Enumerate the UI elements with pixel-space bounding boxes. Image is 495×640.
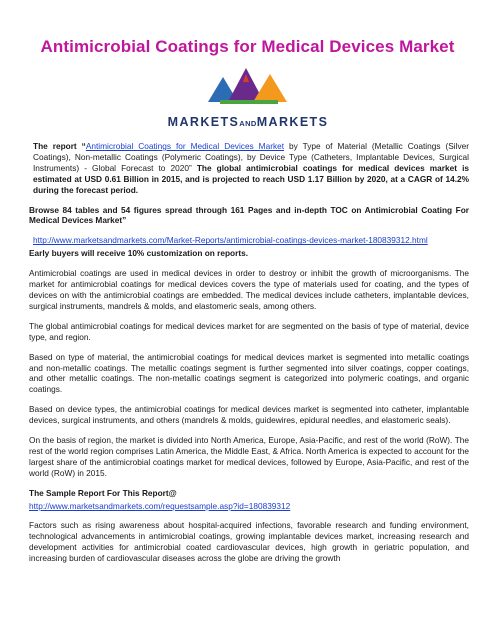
sample-heading-paragraph: [29, 488, 469, 499]
logo-mark-icon: [148, 62, 348, 112]
intro-lead: The report “: [33, 141, 86, 151]
sample-url-paragraph: [29, 501, 469, 512]
report-url-link[interactable]: http://www.marketsandmarkets.com/Market-Reports/antimicrobial-coatings-devices-market-180839312.html: [33, 235, 428, 246]
intro-rest: by Type of Material (Metallic Coatings (Silver Coatings), Non-metallic Coatings (Polymeric Coatings), by Device Type (Catheters, Implantable Devices, Surgical Instruments) - Global Forecast to 2020”: [33, 141, 470, 173]
factors-paragraph: Factors such as rising awareness about hospital-acquired infections, favorable research and funding environment, technological advancements in antimicrobial coatings, growing implantable devices market, increasing research and development activities for antimicrobial coated cardiovascular devices, high growth in geriatric population, and increasing burden of cardiovascular diseases across the globe are driving the growth: [29, 520, 469, 564]
logo-word-markets-1: MARKETS: [167, 115, 240, 129]
document-body: [29, 141, 469, 573]
material-paragraph: Based on type of material, the antimicrobial coatings for medical devices market is segmented into metallic coatings and non-metallic coatings. The metallic coatings segment is further segmented into silver coatings, copper coatings, and other metallic coatings. The non-metallic coatings segment is categorized into polymeric coatings, and organic coatings.: [29, 351, 469, 395]
browse-paragraph: [29, 205, 469, 227]
logo-word-and: AND: [239, 119, 257, 128]
logo-word-markets-2: MARKETS: [256, 115, 329, 129]
device-type-paragraph: Based on device types, the antimicrobial coatings for medical devices market is segmented into catheter, implantable devices, surgical instruments, and others (mandrels & molds, guidewires, epidural needles, and elastomeric seals).: [29, 404, 469, 426]
sample-url-link[interactable]: http://www.marketsandmarkets.com/requestsample.asp?id=180839312: [29, 500, 291, 511]
marketsandmarkets-logo: [148, 62, 348, 134]
intro-key-figures: The global antimicrobial coatings for medical devices market is estimated at USD 0.61 Billion in 2015, and is projected to reach USD 1.17 Billion by 2020, at a CAGR of 14.2% during the forecast period.: [33, 162, 469, 195]
report-title-link[interactable]: Antimicrobial Coatings for Medical Devices Market: [85, 141, 285, 151]
early-buyers-paragraph: [29, 248, 469, 259]
report-url-paragraph: [29, 235, 469, 246]
region-paragraph: On the basis of region, the market is divided into North America, Europe, Asia-Pacific, and rest of the world (RoW). The rest of the world region comprises Latin America, the Middle East, & Africa. North America is expected to account for the largest share of the antimicrobial coatings market for medical devices, followed by Europe, Asia-Pacific, and rest of the world (RoW) in 2015.: [29, 435, 469, 478]
sample-heading: The Sample Report For This Report@: [29, 487, 177, 498]
segmentation-paragraph: The global antimicrobial coatings for medical devices market for are segmented on the basis of type of material, device type, and region.: [29, 320, 469, 342]
intro-paragraph: [29, 141, 469, 196]
document-title: Antimicrobial Coatings for Medical Devices Market: [40, 37, 455, 56]
browse-text: Browse 84 tables and 54 figures spread through 161 Pages and in-depth TOC on Antimicrobial Coating For Medical Devices Market”: [29, 204, 469, 226]
overview-paragraph: Antimicrobial coatings are used in medical devices in order to destroy or inhibit the growth of microorganisms. The market for antimicrobial coatings for medical devices covers the type of materials used for coating, and the types of devices on with the antimicrobial coatings are embedded. The medical devices include catheters, implantable devices, surgical instruments, mandrels & molds, and elastomeric seals, among others.: [29, 268, 469, 311]
logo-wordmark: [148, 115, 348, 129]
early-buyers-text: Early buyers will receive 10% customization on reports.: [29, 248, 249, 259]
